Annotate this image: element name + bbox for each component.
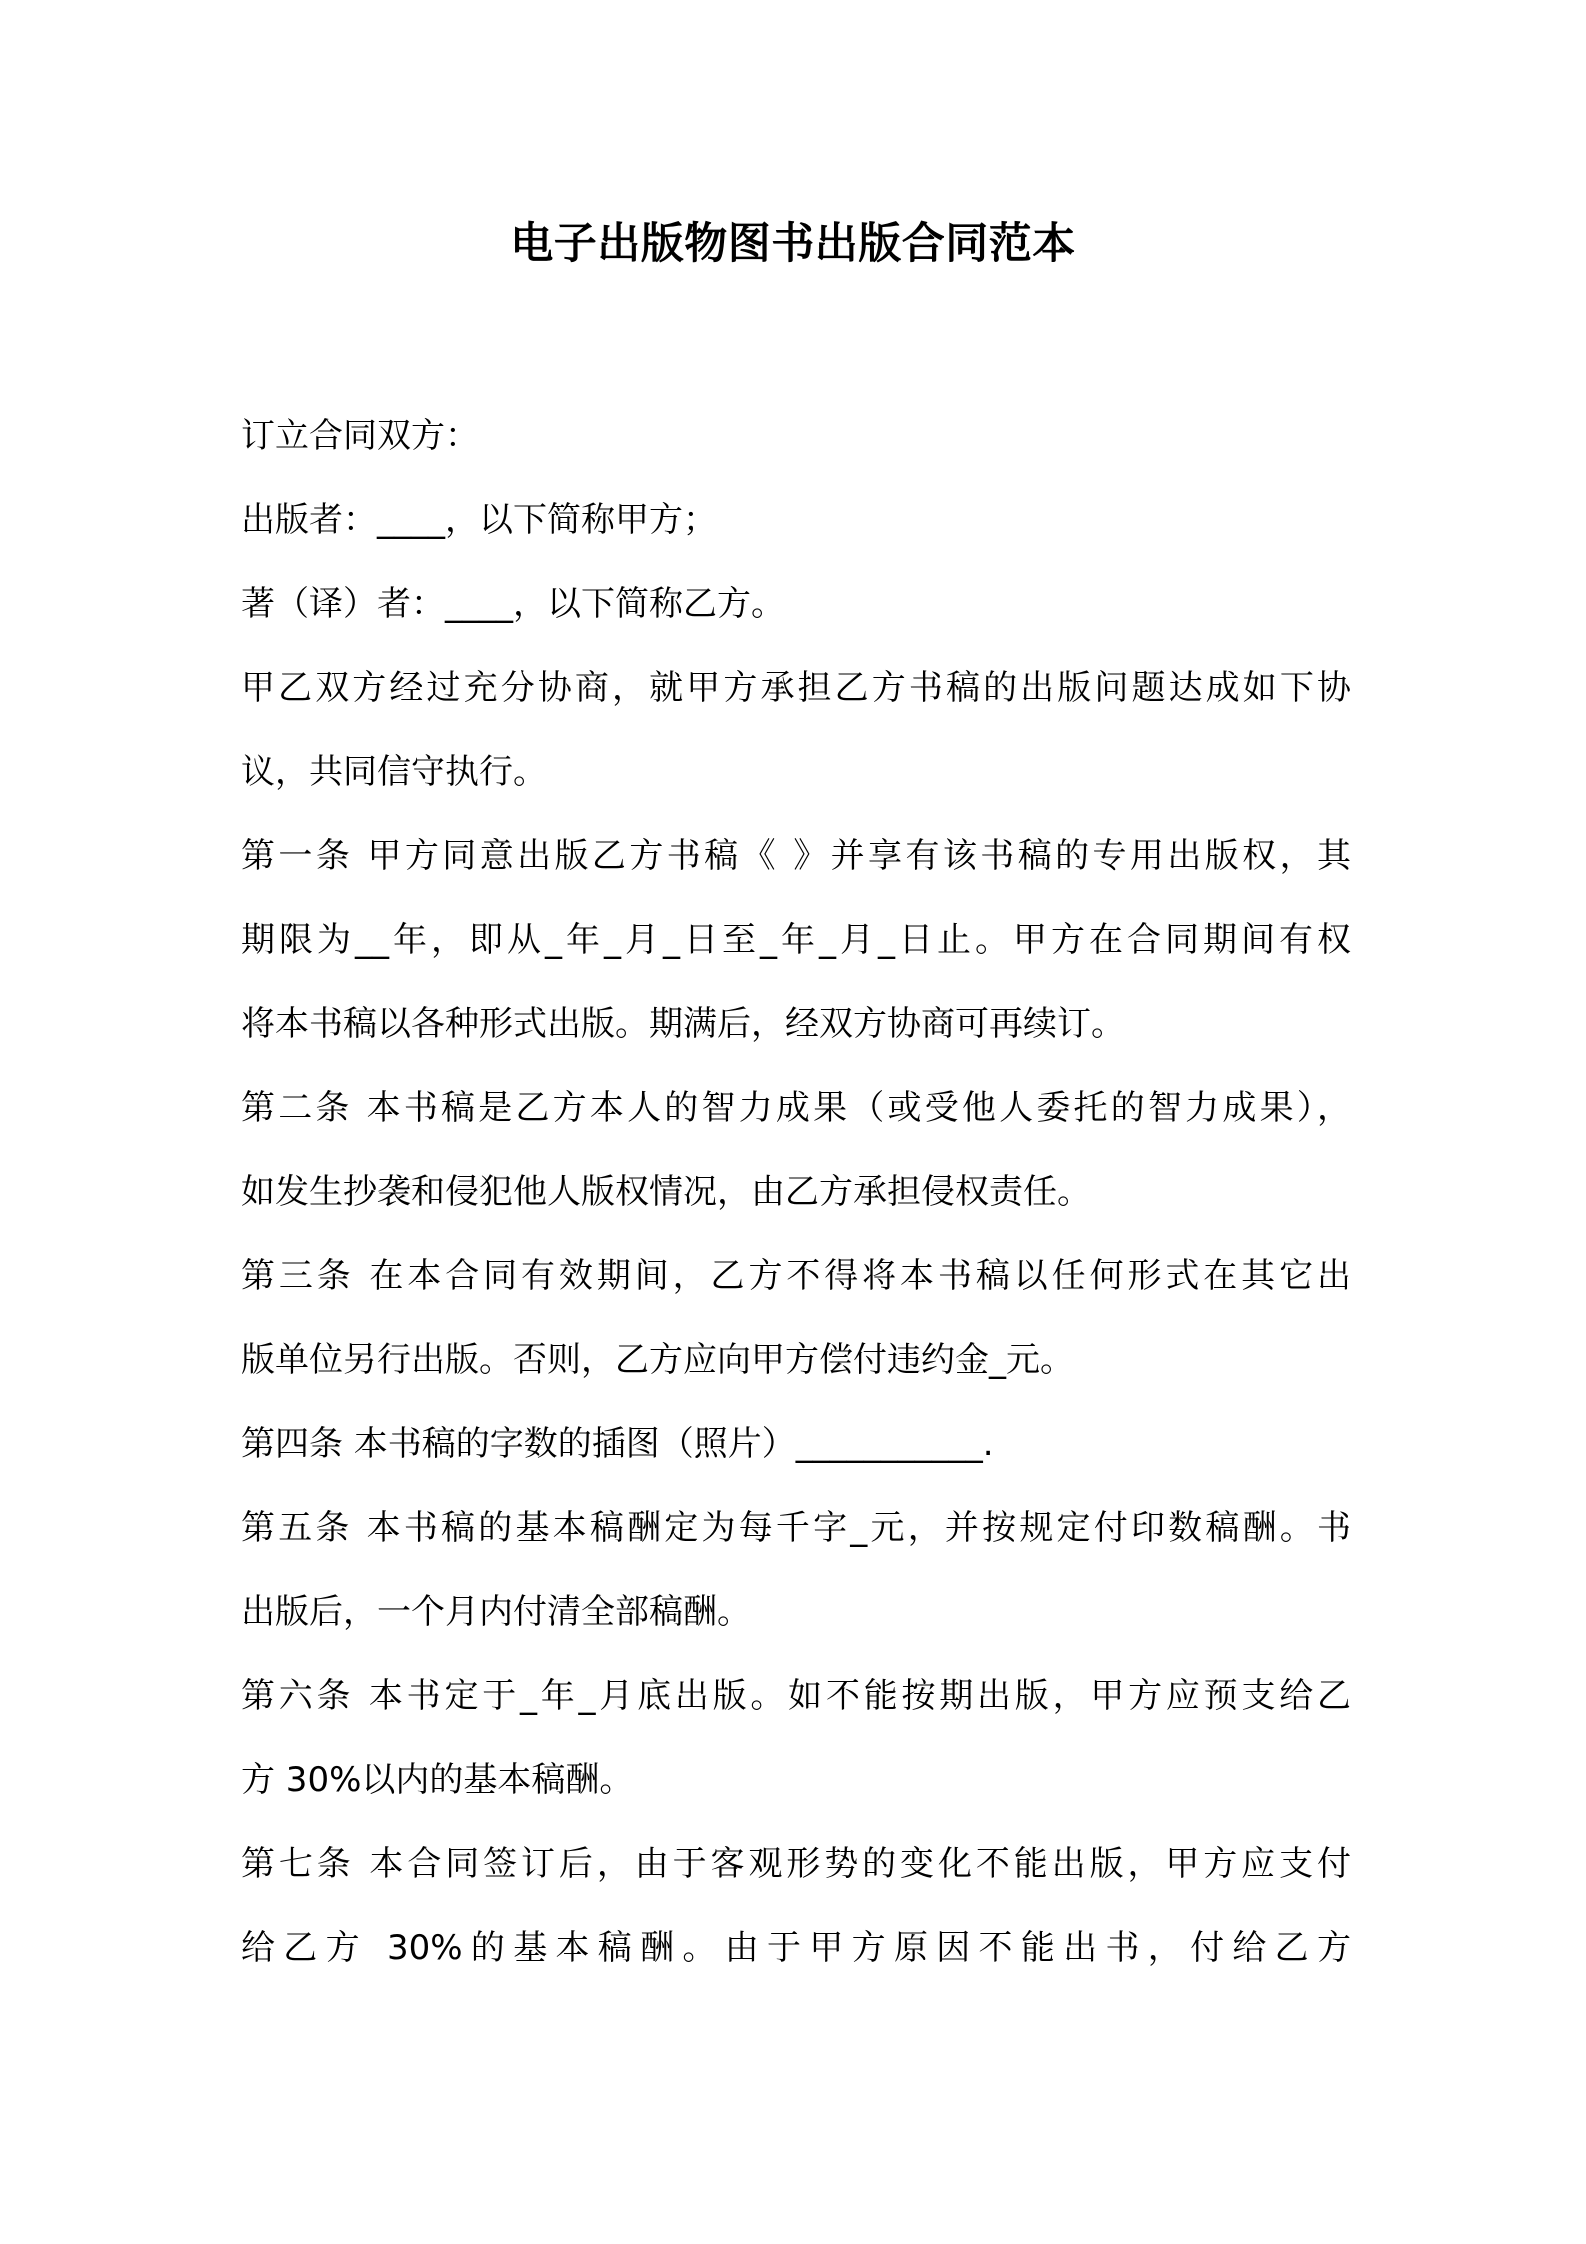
- contract-line: 第四条 本书稿的字数的插图（照片）___________.: [241, 1424, 994, 1464]
- contract-line: 出版者：____，以下简称甲方；: [241, 500, 717, 540]
- contract-line: 第二条 本书稿是乙方本人的智力成果（或受他人委托的智力成果），: [241, 1088, 1351, 1128]
- contract-line: 给乙方 30%的基本稿酬。由于甲方原因不能出书，付给乙方: [241, 1928, 1351, 1968]
- document-title: 电子出版物图书出版合同范本: [510, 219, 1076, 269]
- contract-line: 期限为__年，即从_年_月_日至_年_月_日止。甲方在合同期间有权: [241, 920, 1351, 960]
- contract-line: 订立合同双方：: [241, 416, 479, 456]
- contract-line: 第三条 在本合同有效期间，乙方不得将本书稿以任何形式在其它出: [241, 1256, 1351, 1296]
- contract-body: [241, 404, 1351, 2000]
- contract-line: 第六条 本书定于_年_月底出版。如不能按期出版，甲方应预支给乙: [241, 1676, 1351, 1716]
- contract-line: 方 30%以内的基本稿酬。: [241, 1760, 634, 1800]
- contract-line: 甲乙双方经过充分协商，就甲方承担乙方书稿的出版问题达成如下协: [241, 668, 1351, 708]
- contract-line: 出版后，一个月内付清全部稿酬。: [241, 1592, 751, 1632]
- contract-line: 第五条 本书稿的基本稿酬定为每千字_元，并按规定付印数稿酬。书: [241, 1508, 1351, 1548]
- contract-line: 如发生抄袭和侵犯他人版权情况，由乙方承担侵权责任。: [241, 1172, 1091, 1212]
- contract-line: 著（译）者：____，以下简称乙方。: [241, 584, 785, 624]
- contract-line: 第一条 甲方同意出版乙方书稿《 》并享有该书稿的专用出版权，其: [241, 836, 1351, 876]
- contract-line: 议，共同信守执行。: [241, 752, 547, 792]
- contract-line: 将本书稿以各种形式出版。期满后，经双方协商可再续订。: [241, 1004, 1125, 1044]
- contract-line: 第七条 本合同签订后，由于客观形势的变化不能出版，甲方应支付: [241, 1844, 1351, 1884]
- contract-line: 版单位另行出版。否则，乙方应向甲方偿付违约金_元。: [241, 1340, 1074, 1380]
